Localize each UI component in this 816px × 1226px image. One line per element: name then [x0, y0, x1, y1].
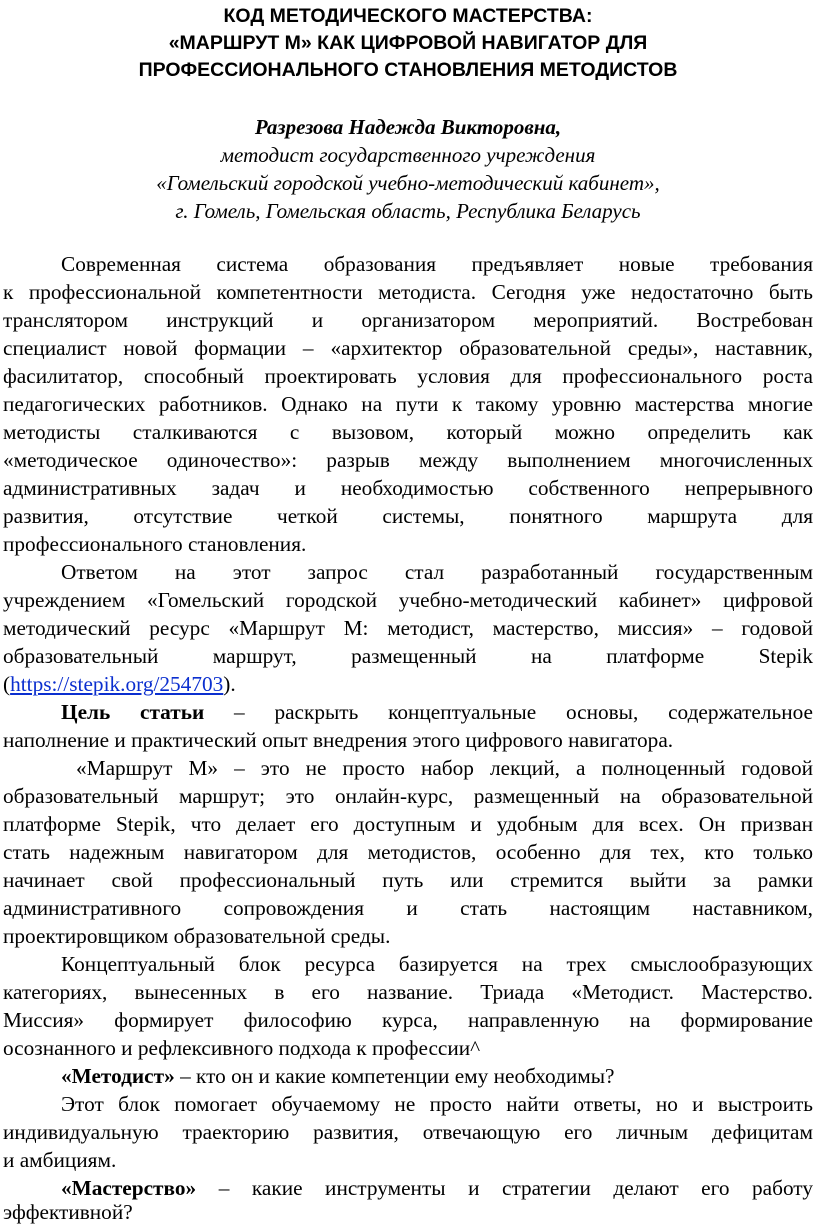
paragraph-line: индивидуальную траекторию развития, отвечающую его личным дефицитам: [3, 1120, 813, 1144]
paragraph-line: эффективной?: [3, 1200, 133, 1224]
paragraph-line: начинает свой профессиональный путь или стремится выйти за рамки: [3, 868, 813, 892]
paragraph-line: транслятором инструкций и организатором мероприятий. Востребован: [3, 308, 813, 332]
mastery-question: – какие инструменты и стратегии делают его работу: [196, 1176, 813, 1200]
paragraph-line: платформе Stepik, что делает его доступным и удобным для всех. Он призван: [3, 812, 813, 836]
methodist-question: – кто он и какие компетенции ему необходимы?: [174, 1064, 615, 1088]
title-line-2: «МАРШРУТ М» КАК ЦИФРОВОЙ НАВИГАТОР ДЛЯ: [168, 32, 648, 54]
paragraph-line: образовательный маршрут, размещенный на платформе Stepik: [3, 644, 813, 668]
paragraph-line: Ответом на этот запрос стал разработанный государственным: [61, 560, 813, 584]
paragraph-line: проектировщиком образовательной среды.: [3, 924, 391, 948]
paragraph-line: Современная система образования предъявляет новые требования: [61, 252, 813, 276]
paragraph-line: образовательный маршрут; это онлайн-курс, размещенный на образовательной: [3, 784, 813, 808]
paragraph-line: наполнение и практический опыт внедрения этого цифрового навигатора.: [3, 728, 674, 752]
link-paren-open: (: [3, 672, 11, 696]
mastery-heading: «Мастерство»: [61, 1176, 197, 1200]
paragraph-line: [61, 698, 813, 726]
paragraph-line: «Маршрут М» – это не просто набор лекций, а полноценный годовой: [76, 756, 813, 780]
title-line-3: ПРОФЕССИОНАЛЬНОГО СТАНОВЛЕНИЯ МЕТОДИСТОВ: [138, 59, 678, 81]
author-organization: «Гомельский городской учебно-методический кабинет»,: [156, 171, 660, 195]
paragraph-line: и амбициям.: [3, 1148, 117, 1172]
paragraph-line: развития, отсутствие четкой системы, понятного маршрута для: [3, 504, 813, 528]
paragraph-line: Миссия» формирует философию курса, направленную на формирование: [3, 1008, 813, 1032]
paragraph-line: категориях, вынесенных в его название. Триада «Методист. Мастерство.: [3, 980, 813, 1004]
paragraph-line: Концептуальный блок ресурса базируется на трех смыслообразующих: [61, 952, 813, 976]
paragraph-line: «методическое одиночество»: разрыв между выполнением многочисленных: [3, 448, 813, 472]
paragraph-line: [61, 1062, 813, 1090]
paragraph-line: Этот блок помогает обучаемому не просто найти ответы, но и выстроить: [61, 1092, 813, 1116]
paragraph-line: педагогических работников. Однако на пути к такому уровню мастерства многие: [3, 392, 813, 416]
title-line-1: КОД МЕТОДИЧЕСКОГО МАСТЕРСТВА:: [223, 5, 593, 27]
paragraph-line: [3, 670, 813, 698]
paragraph-line: административных задач и необходимостью собственного непрерывного: [3, 476, 813, 500]
article-goal-label: Цель статьи: [61, 700, 205, 724]
paragraph-line: фасилитатор, способный проектировать условия для профессионального роста: [3, 364, 813, 388]
paragraph-line: к профессиональной компетентности методиста. Сегодня уже недостаточно быть: [3, 280, 813, 304]
article-goal-text: – раскрыть концептуальные основы, содержательное: [204, 700, 813, 724]
author-location: г. Гомель, Гомельская область, Республика Беларусь: [175, 199, 641, 223]
author-name: Разрезова Надежда Викторовна,: [254, 115, 562, 139]
paragraph-line: административного сопровождения и стать настоящим наставником,: [3, 896, 813, 920]
paragraph-line: стать надежным навигатором для методистов, особенно для тех, кто только: [3, 840, 813, 864]
stepik-course-link[interactable]: https://stepik.org/254703: [10, 672, 224, 696]
methodist-heading: «Методист»: [61, 1064, 175, 1088]
link-paren-close: ).: [223, 672, 236, 696]
paragraph-line: специалист новой формации – «архитектор образовательной среды», наставник,: [3, 336, 813, 360]
paragraph-line: учреждением «Гомельский городской учебно-методический кабинет» цифровой: [3, 588, 813, 612]
author-position: методист государственного учреждения: [220, 143, 596, 167]
paragraph-line: методисты сталкиваются с вызовом, который можно определить как: [3, 420, 813, 444]
paragraph-line: осознанного и рефлексивного подхода к профессии^: [3, 1036, 481, 1060]
paragraph-line: методический ресурс «Маршрут М: методист, мастерство, миссия» – годовой: [3, 616, 813, 640]
paragraph-line: профессионального становления.: [3, 532, 307, 556]
